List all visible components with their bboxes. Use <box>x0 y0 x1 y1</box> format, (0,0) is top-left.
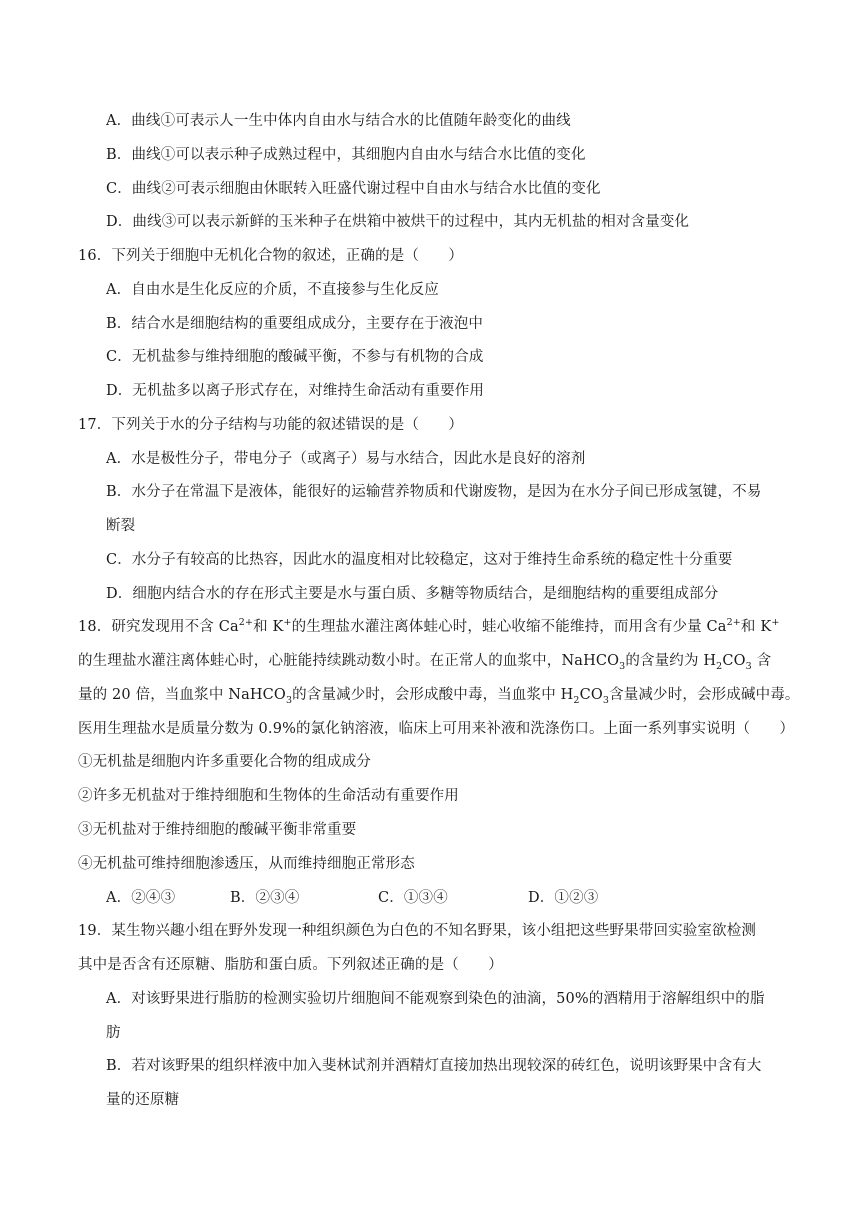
q18-item-2: ②许多无机盐对于维持细胞和生物体的生命活动有重要作用 <box>78 788 459 804</box>
q17-option-b-line1: B．水分子在常温下是液体，能很好的运输营养物质和代谢废物，是因为在水分子间已形成氢键，不易 <box>106 484 762 500</box>
q17-option-a: A．水是极性分子，带电分子（或离子）易与水结合，因此水是良好的溶剂 <box>106 451 586 467</box>
q19-stem-line1: 19．某生物兴趣小组在野外发现一种组织颜色为白色的不知名野果，该小组把这些野果带回实验室欲检测 <box>78 923 756 939</box>
q16-option-d: D．无机盐多以离子形式存在，对维持生命活动有重要作用 <box>106 383 485 399</box>
q19-option-b-line2: 量的还原糖 <box>106 1092 180 1108</box>
q19-option-a-line1: A．对该野果进行脂肪的检测实验切片细胞间不能观察到染色的油滴，50%的酒精用于溶解组织中的脂 <box>106 991 765 1007</box>
q15-option-a: A．曲线①可表示人一生中体内自由水与结合水的比值随年龄变化的曲线 <box>106 113 571 129</box>
q18-item-4: ④无机盐可维持细胞渗透压，从而维持细胞正常形态 <box>78 856 415 872</box>
q19-option-b-line1: B．若对该野果的组织样液中加入斐林试剂并酒精灯直接加热出现较深的砖红色，说明该野果中含有大 <box>106 1058 762 1074</box>
q17-stem: 17．下列关于水的分子结构与功能的叙述错误的是（ ） <box>78 417 463 433</box>
q17-option-d: D．细胞内结合水的存在形式主要是水与蛋白质、多糖等物质结合，是细胞结构的重要组成部分 <box>106 586 719 602</box>
q16-stem: 16．下列关于细胞中无机化合物的叙述，正确的是（ ） <box>78 248 463 264</box>
q16-option-a: A．自由水是生化反应的介质，不直接参与生化反应 <box>106 282 439 298</box>
q15-option-c: C．曲线②可表示细胞由休眠转入旺盛代谢过程中自由水与结合水比值的变化 <box>106 181 601 197</box>
q15-option-b: B．曲线①可以表示种子成熟过程中，其细胞内自由水与结合水比值的变化 <box>106 147 586 163</box>
q18-choice-b: B．②③④ <box>230 890 300 906</box>
q18-choice-a: A．②④③ <box>106 890 176 906</box>
q18-choice-d: D．①②③ <box>528 890 599 906</box>
q17-option-c: C．水分子有较高的比热容，因此水的温度相对比较稳定，这对于维持生命系统的稳定性十分重要 <box>106 552 733 568</box>
q18-item-1: ①无机盐是细胞内许多重要化合物的组成成分 <box>78 754 371 770</box>
q18-stem-line2: 的生理盐水灌注离体蛙心时，心脏能持续跳动数小时。在正常人的血浆中，NaHCO$_3$的含量约为 $H_2CO_3$ 含 <box>78 653 772 672</box>
q19-stem-line2: 其中是否含有还原糖、脂肪和蛋白质。下列叙述正确的是（ ） <box>78 957 503 973</box>
q19-option-a-line2: 肪 <box>106 1025 121 1041</box>
q15-option-d: D．曲线③可以表示新鲜的玉米种子在烘箱中被烘干的过程中，其内无机盐的相对含量变化 <box>106 214 690 230</box>
q18-item-3: ③无机盐对于维持细胞的酸碱平衡非常重要 <box>78 822 357 838</box>
q16-option-c: C．无机盐参与维持细胞的酸碱平衡，不参与有机物的合成 <box>106 349 484 365</box>
q18-stem-line3: 量的 20 倍，当血浆中 NaHCO$_3$的含量减少时，会形成酸中毒，当血浆中 $H_2CO_3$含量减少时，会形成碱中毒。 <box>78 687 800 706</box>
q18-stem-line4: 医用生理盐水是质量分数为 0.9%的氯化钠溶液，临床上可用来补液和洗涤伤口。上面一系列事实说明（ ） <box>78 721 795 737</box>
q17-option-b-line2: 断裂 <box>106 518 136 534</box>
q16-option-b: B．结合水是细胞结构的重要组成成分，主要存在于液泡中 <box>106 316 484 332</box>
q18-choice-c: C．①③④ <box>378 890 448 906</box>
q18-stem-line1: 18．研究发现用不含 $Ca^{2+}$和 K+的生理盐水灌注离体蛙心时，蛙心收缩不能维持，而用含有少量 $Ca^{2+}$和 K+ <box>78 617 780 635</box>
